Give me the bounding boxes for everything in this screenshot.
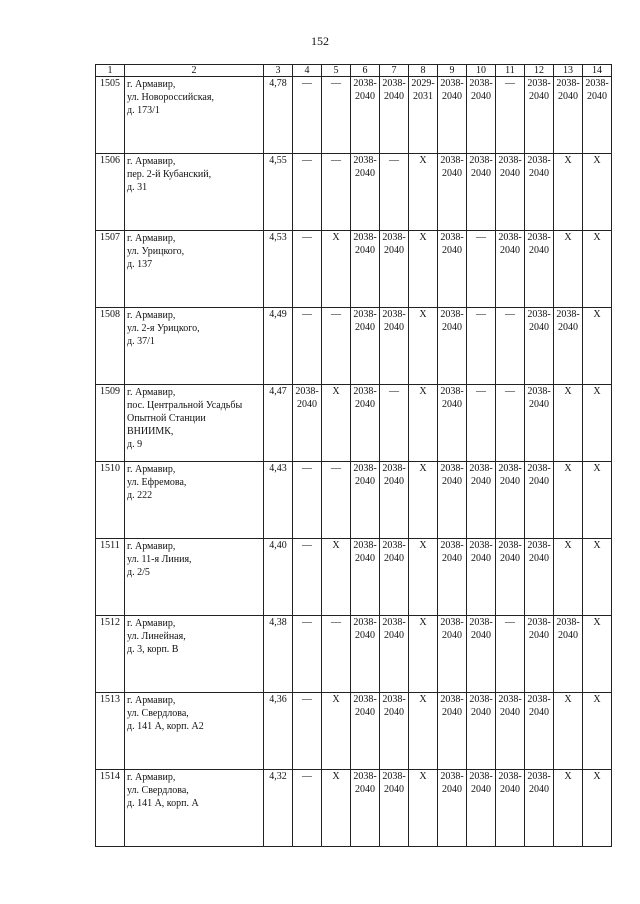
column-number: 9	[438, 65, 467, 77]
row-number: 1506	[96, 154, 125, 231]
period-cell: 2038- 2040	[380, 539, 409, 616]
period-cell: 2038- 2040	[467, 693, 496, 770]
row-number: 1509	[96, 385, 125, 462]
period-cell: 2038- 2040	[351, 770, 380, 847]
period-cell: —	[380, 385, 409, 462]
period-cell: Х	[554, 693, 583, 770]
period-cell: Х	[554, 385, 583, 462]
period-cell: Х	[409, 385, 438, 462]
period-cell: —	[467, 308, 496, 385]
period-cell: 2038- 2040	[380, 77, 409, 154]
period-cell: 2038- 2040	[351, 693, 380, 770]
table-row	[96, 231, 612, 308]
period-cell: 2038- 2040	[380, 308, 409, 385]
address-cell: г. Армавир, ул. Новороссийская, д. 173/1	[125, 77, 264, 154]
period-cell: Х	[583, 308, 612, 385]
period-cell: 2038- 2040	[554, 616, 583, 693]
period-cell: Х	[583, 154, 612, 231]
value-cell: 4,49	[264, 308, 293, 385]
period-cell: —	[293, 616, 322, 693]
column-number: 14	[583, 65, 612, 77]
period-cell: 2038- 2040	[351, 616, 380, 693]
period-cell: 2038- 2040	[438, 77, 467, 154]
value-cell: 4,36	[264, 693, 293, 770]
period-cell: Х	[322, 231, 351, 308]
period-cell: Х	[322, 539, 351, 616]
row-number: 1513	[96, 693, 125, 770]
period-cell: Х	[409, 231, 438, 308]
period-cell: —	[322, 462, 351, 539]
column-number: 6	[351, 65, 380, 77]
address-cell: г. Армавир, ул. Линейная, д. 3, корп. В	[125, 616, 264, 693]
value-cell: 4,32	[264, 770, 293, 847]
period-cell: —	[322, 154, 351, 231]
column-number: 4	[293, 65, 322, 77]
period-cell: —	[322, 77, 351, 154]
period-cell: 2038- 2040	[525, 385, 554, 462]
period-cell: —	[467, 385, 496, 462]
period-cell: —	[293, 770, 322, 847]
period-cell: 2038- 2040	[438, 308, 467, 385]
address-cell: г. Армавир, ул. Свердлова, д. 141 А, корп. А	[125, 770, 264, 847]
period-cell: Х	[322, 770, 351, 847]
address-cell: г. Армавир, ул. 11-я Линия, д. 2/5	[125, 539, 264, 616]
period-cell: 2038- 2040	[467, 770, 496, 847]
period-cell: 2038- 2040	[351, 308, 380, 385]
period-cell: 2038- 2040	[380, 231, 409, 308]
column-number: 2	[125, 65, 264, 77]
period-cell: Х	[583, 385, 612, 462]
period-cell: 2038- 2040	[467, 616, 496, 693]
period-cell: 2038- 2040	[525, 77, 554, 154]
column-number-header	[96, 65, 612, 77]
table-row	[96, 693, 612, 770]
period-cell: Х	[554, 154, 583, 231]
column-number: 7	[380, 65, 409, 77]
period-cell: 2038- 2040	[351, 77, 380, 154]
period-cell: 2038- 2040	[351, 231, 380, 308]
period-cell: 2038- 2040	[438, 770, 467, 847]
period-cell: 2038- 2040	[351, 154, 380, 231]
period-cell: —	[293, 154, 322, 231]
period-cell: Х	[583, 770, 612, 847]
period-cell: Х	[554, 770, 583, 847]
period-cell: 2038- 2040	[525, 308, 554, 385]
period-cell: Х	[554, 231, 583, 308]
period-cell: 2038- 2040	[380, 462, 409, 539]
row-number: 1511	[96, 539, 125, 616]
table-row	[96, 770, 612, 847]
period-cell: 2038- 2040	[351, 539, 380, 616]
row-number: 1507	[96, 231, 125, 308]
period-cell: Х	[583, 693, 612, 770]
period-cell: 2038- 2040	[525, 462, 554, 539]
row-number: 1508	[96, 308, 125, 385]
period-cell: —	[467, 231, 496, 308]
period-cell: Х	[409, 770, 438, 847]
row-number: 1510	[96, 462, 125, 539]
address-cell: г. Армавир, ул. 2-я Урицкого, д. 37/1	[125, 308, 264, 385]
value-cell: 4,38	[264, 616, 293, 693]
period-cell: —	[293, 539, 322, 616]
period-cell: 2038- 2040	[438, 693, 467, 770]
period-cell: Х	[409, 693, 438, 770]
column-number: 11	[496, 65, 525, 77]
period-cell: Х	[409, 154, 438, 231]
value-cell: 4,43	[264, 462, 293, 539]
period-cell: Х	[409, 462, 438, 539]
period-cell: Х	[322, 385, 351, 462]
period-cell: 2038- 2040	[467, 154, 496, 231]
value-cell: 4,78	[264, 77, 293, 154]
period-cell: Х	[554, 462, 583, 539]
address-cell: г. Армавир, пос. Центральной Усадьбы Опытной Станции ВНИИМК, д. 9	[125, 385, 264, 462]
row-number: 1514	[96, 770, 125, 847]
period-cell: —	[293, 693, 322, 770]
period-cell: Х	[409, 616, 438, 693]
period-cell: Х	[409, 308, 438, 385]
period-cell: Х	[583, 231, 612, 308]
column-number: 1	[96, 65, 125, 77]
register-table	[95, 64, 612, 847]
period-cell: Х	[583, 539, 612, 616]
period-cell: 2038- 2040	[525, 231, 554, 308]
period-cell: 2038- 2040	[351, 462, 380, 539]
row-number: 1512	[96, 616, 125, 693]
period-cell: —	[496, 616, 525, 693]
address-cell: г. Армавир, ул. Урицкого, д. 137	[125, 231, 264, 308]
period-cell: 2038- 2040	[467, 77, 496, 154]
period-cell: 2038- 2040	[525, 539, 554, 616]
value-cell: 4,40	[264, 539, 293, 616]
column-number: 8	[409, 65, 438, 77]
period-cell: 2038- 2040	[525, 154, 554, 231]
column-number: 3	[264, 65, 293, 77]
address-cell: г. Армавир, ул. Ефремова, д. 222	[125, 462, 264, 539]
period-cell: 2038- 2040	[496, 539, 525, 616]
period-cell: Х	[583, 616, 612, 693]
value-cell: 4,53	[264, 231, 293, 308]
period-cell: 2038- 2040	[583, 77, 612, 154]
row-number: 1505	[96, 77, 125, 154]
period-cell: 2038- 2040	[496, 693, 525, 770]
column-number: 10	[467, 65, 496, 77]
period-cell: 2038- 2040	[525, 616, 554, 693]
period-cell: 2038- 2040	[496, 154, 525, 231]
period-cell: Х	[583, 462, 612, 539]
period-cell: 2029- 2031	[409, 77, 438, 154]
column-number: 13	[554, 65, 583, 77]
table-row	[96, 462, 612, 539]
page-number: 152	[311, 34, 329, 48]
period-cell: 2038- 2040	[496, 770, 525, 847]
period-cell: 2038- 2040	[554, 308, 583, 385]
address-cell: г. Армавир, ул. Свердлова, д. 141 А, корп. А2	[125, 693, 264, 770]
period-cell: —	[322, 616, 351, 693]
period-cell: 2038- 2040	[380, 616, 409, 693]
address-cell: г. Армавир, пер. 2-й Кубанский, д. 31	[125, 154, 264, 231]
period-cell: 2038- 2040	[380, 693, 409, 770]
value-cell: 4,55	[264, 154, 293, 231]
period-cell: —	[380, 154, 409, 231]
period-cell: 2038- 2040	[438, 385, 467, 462]
period-cell: 2038- 2040	[438, 231, 467, 308]
period-cell: 2038- 2040	[438, 154, 467, 231]
period-cell: —	[322, 308, 351, 385]
period-cell: —	[293, 308, 322, 385]
table-row	[96, 308, 612, 385]
period-cell: —	[293, 77, 322, 154]
period-cell: —	[496, 385, 525, 462]
period-cell: 2038- 2040	[496, 231, 525, 308]
period-cell: 2038- 2040	[438, 539, 467, 616]
table-row	[96, 539, 612, 616]
table-row	[96, 77, 612, 154]
column-number: 5	[322, 65, 351, 77]
period-cell: 2038- 2040	[525, 693, 554, 770]
period-cell: 2038- 2040	[525, 770, 554, 847]
period-cell: —	[293, 462, 322, 539]
period-cell: 2038- 2040	[351, 385, 380, 462]
column-number: 12	[525, 65, 554, 77]
period-cell: Х	[322, 693, 351, 770]
period-cell: —	[293, 231, 322, 308]
table-row	[96, 154, 612, 231]
period-cell: 2038- 2040	[380, 770, 409, 847]
period-cell: 2038- 2040	[554, 77, 583, 154]
period-cell: Х	[409, 539, 438, 616]
period-cell: 2038- 2040	[496, 462, 525, 539]
period-cell: —	[496, 77, 525, 154]
table-row	[96, 616, 612, 693]
period-cell: 2038- 2040	[467, 462, 496, 539]
period-cell: 2038- 2040	[438, 462, 467, 539]
value-cell: 4,47	[264, 385, 293, 462]
period-cell: Х	[554, 539, 583, 616]
period-cell: —	[496, 308, 525, 385]
period-cell: 2038- 2040	[467, 539, 496, 616]
period-cell: 2038- 2040	[293, 385, 322, 462]
table-row	[96, 385, 612, 462]
period-cell: 2038- 2040	[438, 616, 467, 693]
